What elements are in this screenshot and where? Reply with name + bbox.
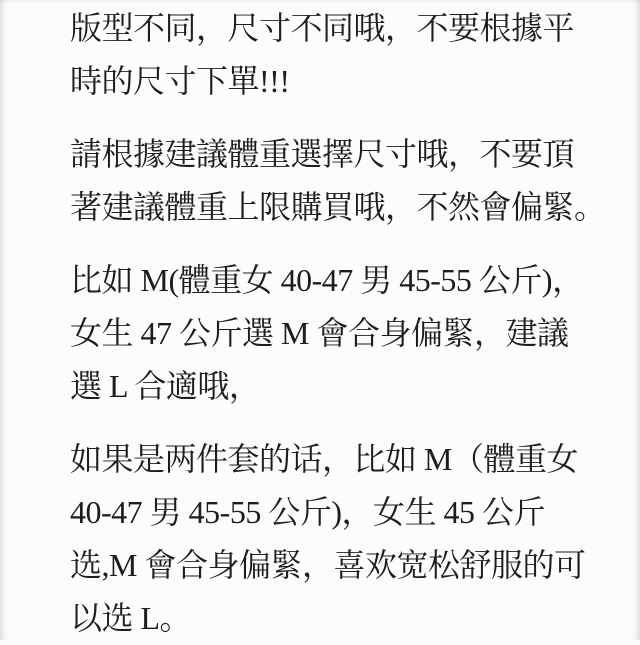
text-line: 如果是两件套的话，比如 M（體重女	[70, 441, 578, 477]
text-line: 版型不同，尺寸不同哦，不要根據平	[70, 10, 575, 46]
text-line: 女生 47 公斤選 M 會合身偏緊，建議	[70, 315, 569, 351]
text-line: 以选 L。	[70, 600, 192, 636]
text-line: 选,M 會合身偏緊，喜欢宽松舒服的可	[70, 547, 586, 583]
paragraph-size-m-example	[70, 254, 588, 413]
text-line: 請根據建議體重選擇尺寸哦，不要頂	[70, 136, 575, 172]
text-line: 40-47 男 45-55 公斤)，女生 45 公斤	[70, 494, 545, 530]
paragraph-sizing-warning	[70, 2, 588, 108]
text-line: 著建議體重上限購買哦，不然會偏緊。	[70, 189, 606, 225]
text-line: 時的尺寸下單!!!	[70, 63, 290, 99]
text-line: 選 L 合適哦，	[70, 368, 261, 404]
paragraph-weight-recommendation	[70, 128, 606, 234]
paragraph-two-piece-example	[70, 433, 588, 645]
text-line: 比如 M(體重女 40-47 男 45-55 公斤)，	[70, 262, 584, 298]
